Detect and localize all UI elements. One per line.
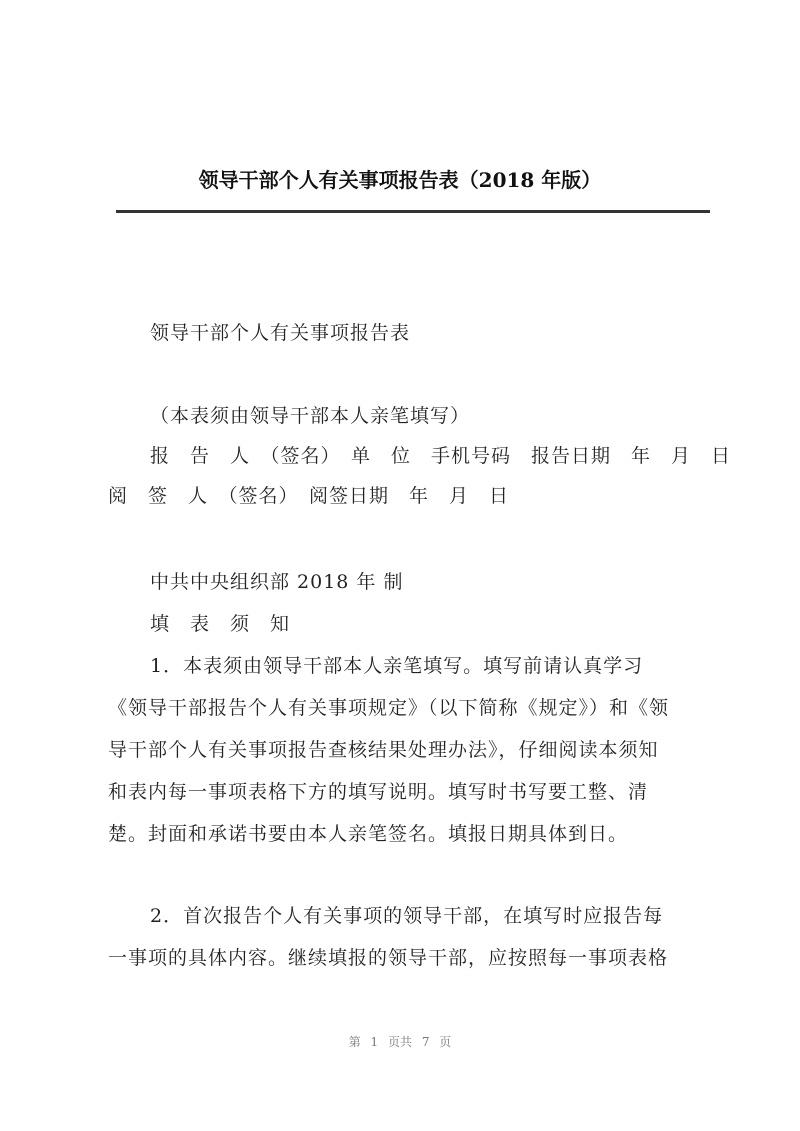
paragraph-line: 《领导干部报告个人有关事项规定》（以下简称《规定》）和《领: [108, 697, 670, 719]
paragraph-line: 2．首次报告个人有关事项的领导干部，在填写时应报告每: [150, 905, 664, 927]
document-title: 领导干部个人有关事项报告表（2018 年版）: [198, 168, 602, 192]
form-heading: 领导干部个人有关事项报告表: [150, 322, 411, 344]
paragraph-line: 1．本表须由领导干部本人亲笔填写。填写前请认真学习: [150, 655, 644, 677]
form-note: （本表须由领导干部本人亲笔填写）: [150, 405, 471, 427]
paragraph-line: 导干部个人有关事项报告查核结果处理办法》，仔细阅读本须知: [108, 739, 659, 761]
instructions-heading: 填 表 须 知: [150, 613, 291, 635]
paragraph-line: 和表内每一事项表格下方的填写说明。填写时书写要工整、清: [108, 781, 649, 803]
issuer-line: 中共中央组织部 2018 年 制: [150, 571, 404, 593]
title-divider: [116, 210, 710, 213]
reviewer-line: 阅 签 人 （签名） 阅签日期 年 月 日: [108, 485, 510, 507]
paragraph-line: 一事项的具体内容。继续填报的领导干部，应按照每一事项表格: [108, 947, 669, 969]
reporter-line: 报 告 人 （签名） 单 位 手机号码 报告日期 年 月 日: [150, 445, 732, 467]
paragraph-line: 楚。封面和承诺书要由本人亲笔签名。填报日期具体到日。: [108, 823, 629, 845]
page-number: 第 1 页共 7 页: [348, 1035, 452, 1049]
